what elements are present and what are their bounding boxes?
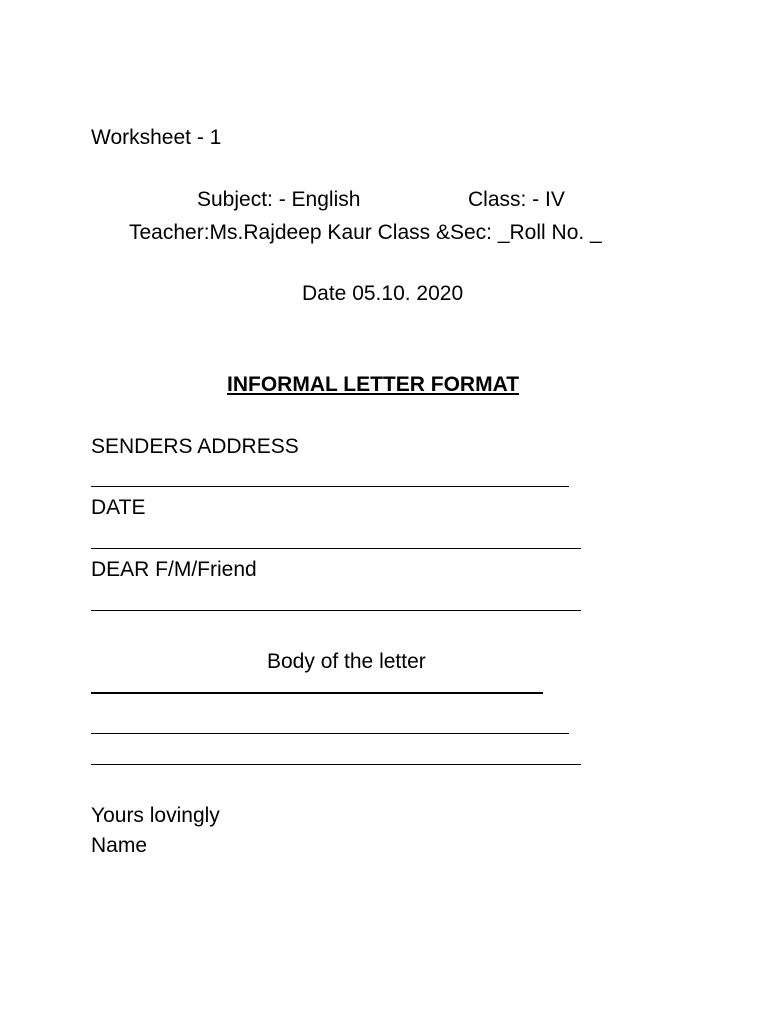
body-blank-line-1 [91, 692, 543, 694]
closing-label: Yours lovingly [91, 804, 220, 827]
body-blank-line-2 [91, 733, 569, 734]
senders-address-label: SENDERS ADDRESS [91, 435, 299, 458]
date-label: DATE [91, 496, 146, 519]
body-blank-line-3 [91, 764, 581, 765]
letter-format-title: INFORMAL LETTER FORMAT [227, 373, 520, 396]
body-of-letter-label: Body of the letter [267, 650, 426, 673]
name-label: Name [91, 834, 148, 857]
date-line: Date 05.10. 2020 [302, 282, 464, 305]
worksheet-heading: Worksheet - 1 [91, 126, 222, 149]
subject-label: Subject: - English [197, 188, 361, 211]
teacher-line: Teacher:Ms.Rajdeep Kaur Class &Sec: _Roll No. _ [129, 221, 602, 244]
date-blank-line [91, 548, 581, 549]
class-label: Class: - IV [468, 188, 565, 211]
salutation-blank-line [91, 610, 581, 611]
salutation-label: DEAR F/M/Friend [91, 558, 257, 581]
senders-address-blank-line [91, 486, 569, 487]
